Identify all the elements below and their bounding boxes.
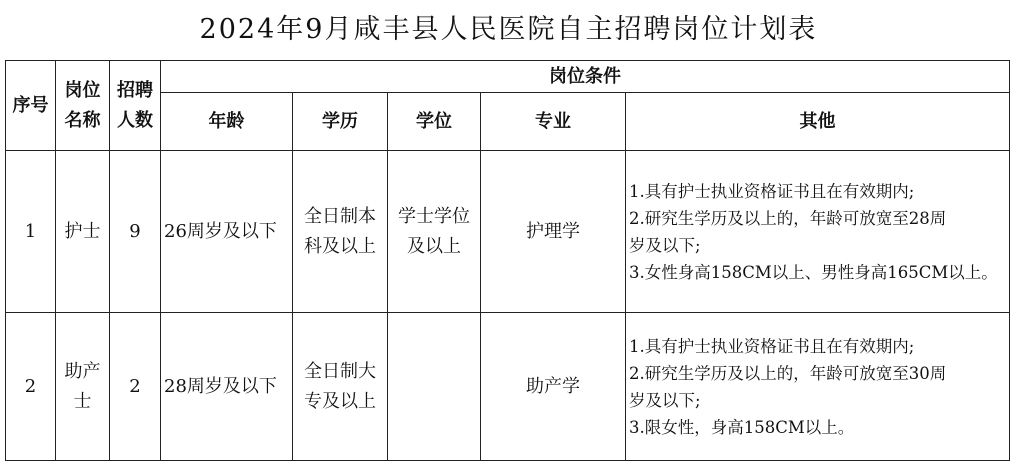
header-conditions: 岗位条件	[161, 61, 1010, 93]
header-degree: 学位	[388, 93, 481, 151]
header-post-name	[56, 61, 110, 151]
row-other-line: 3.限女性，身高158CM以上。	[629, 417, 855, 437]
row-other-line: 1.具有护士执业资格证书且在有效期内;	[629, 181, 915, 201]
header-count-line1: 招聘	[117, 79, 153, 101]
header-row-1	[6, 61, 1010, 93]
row-post-line2: 士	[73, 390, 92, 412]
row-education-line2: 科及以上	[304, 235, 376, 257]
row-post	[56, 313, 110, 461]
header-seq: 序号	[6, 61, 56, 151]
header-post-name-line1: 岗位	[64, 79, 101, 101]
row-education-line1: 全日制大	[304, 360, 376, 382]
row-degree	[388, 151, 481, 313]
row-other-line: 2.研究生学历及以上的，年龄可放宽至28周	[629, 208, 947, 228]
row-education	[293, 151, 388, 313]
header-count-line2: 人数	[117, 109, 153, 131]
row-seq: 1	[6, 151, 56, 313]
row-major: 护理学	[481, 151, 626, 313]
row-other-line: 3.女性身高158CM以上、男性身高165CM以上。	[629, 262, 998, 282]
row-degree-line1: 学士学位	[398, 205, 470, 227]
table-row	[6, 151, 1010, 313]
row-post-line1: 助产	[64, 360, 101, 382]
table-row	[6, 313, 1010, 461]
row-education-line1: 全日制本	[304, 205, 376, 227]
recruitment-plan-table	[5, 60, 1010, 461]
row-other-line: 岁及以下;	[629, 235, 701, 255]
header-major: 专业	[481, 93, 626, 151]
header-other: 其他	[626, 93, 1010, 151]
row-education-line2: 专及以上	[304, 390, 376, 412]
header-post-name-line2: 名称	[64, 109, 101, 131]
page-title: 2024年9月咸丰县人民医院自主招聘岗位计划表	[199, 14, 818, 45]
row-age: 26周岁及以下	[161, 151, 293, 313]
header-count	[110, 61, 161, 151]
row-other	[626, 313, 1010, 461]
header-education: 学历	[293, 93, 388, 151]
row-degree	[388, 313, 481, 461]
row-count: 2	[110, 313, 161, 461]
row-other-line: 2.研究生学历及以上的，年龄可放宽至30周	[629, 363, 947, 383]
row-major: 助产学	[481, 313, 626, 461]
row-other-line: 1.具有护士执业资格证书且在有效期内;	[629, 336, 915, 356]
row-age: 28周岁及以下	[161, 313, 293, 461]
row-seq: 2	[6, 313, 56, 461]
row-post: 护士	[56, 151, 110, 313]
row-education	[293, 313, 388, 461]
row-other-line: 岁及以下;	[629, 390, 701, 410]
row-count: 9	[110, 151, 161, 313]
row-degree-line2: 及以上	[407, 235, 461, 257]
row-other	[626, 151, 1010, 313]
header-age: 年龄	[161, 93, 293, 151]
